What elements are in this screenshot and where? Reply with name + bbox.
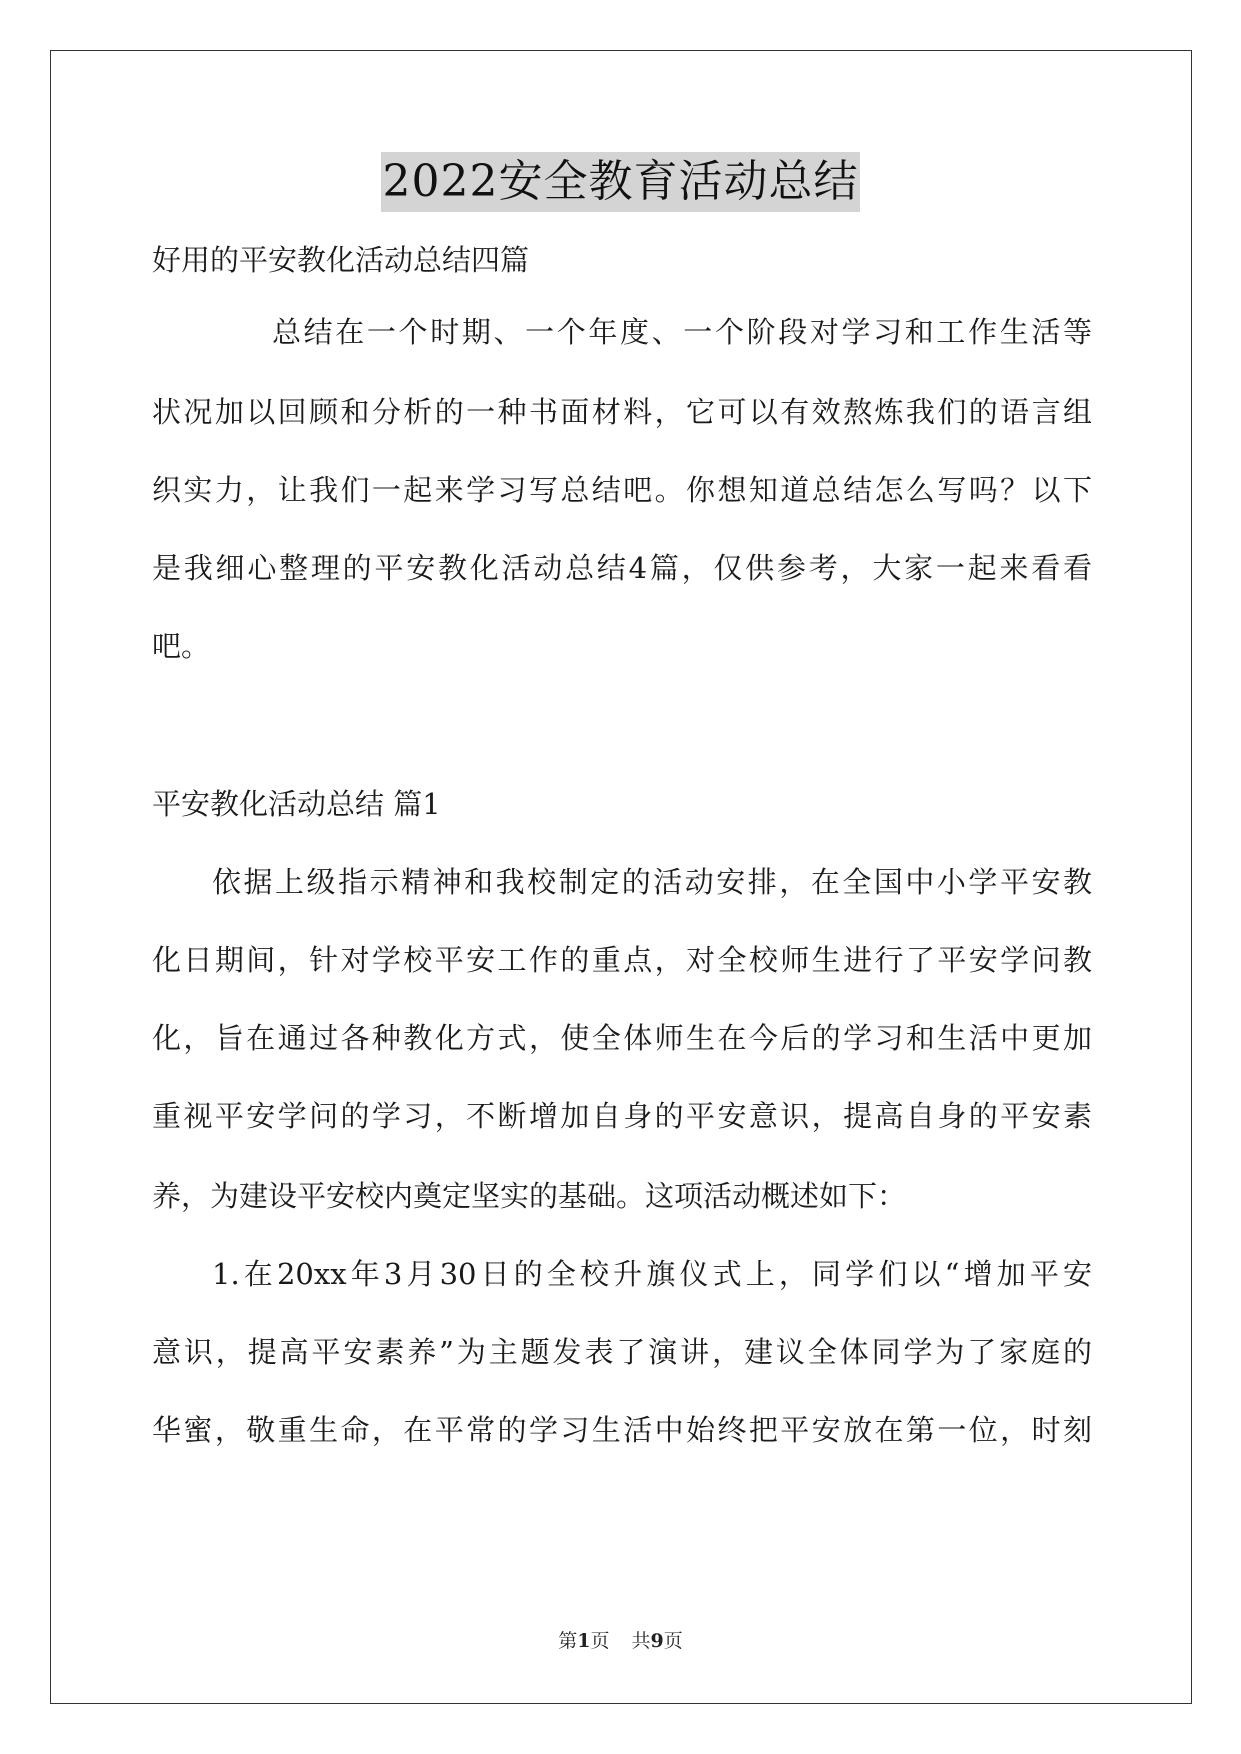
- footer-page-current: 1: [577, 1630, 591, 1652]
- intro-line-3: 织实力，让我们一起来学习写总结吧。你想知道总结怎么写吗？以下: [152, 473, 1092, 507]
- intro-line-5: 吧。: [152, 629, 211, 663]
- document-title: 2022安全教育活动总结: [381, 152, 861, 212]
- footer-total-prefix: 共: [631, 1630, 651, 1652]
- footer-page-total: 9: [650, 1630, 664, 1652]
- section-heading: 平安教化活动总结 篇1: [152, 787, 441, 821]
- para1-line-3: 化，旨在通过各种教化方式，使全体师生在今后的学习和生活中更加: [152, 1021, 1092, 1055]
- para1-line-4: 重视平安学问的学习，不断增加自身的平安意识，提高自身的平安素: [152, 1099, 1092, 1133]
- para2-line-2: 意识，提高平安素养”为主题发表了演讲，建议全体同学为了家庭的: [152, 1335, 1092, 1369]
- para2-line-1: 1.在20xx年3月30日的全校升旗仪式上，同学们以“增加平安: [212, 1257, 1092, 1291]
- subtitle: 好用的平安教化活动总结四篇: [152, 243, 530, 277]
- footer-page-suffix: 页: [590, 1630, 610, 1652]
- footer-page-prefix: 第: [558, 1630, 578, 1652]
- para1-line-1: 依据上级指示精神和我校制定的活动安排，在全国中小学平安教: [212, 865, 1092, 899]
- intro-line-2: 状况加以回顾和分析的一种书面材料，它可以有效熬炼我们的语言组: [152, 395, 1092, 429]
- footer-total-suffix: 页: [663, 1630, 683, 1652]
- para1-line-5: 养，为建设平安校内奠定坚实的基础。这项活动概述如下：: [152, 1179, 907, 1213]
- page-footer: [0, 1628, 1241, 1654]
- title-container: [0, 152, 1241, 212]
- para2-line-3: 华蜜，敬重生命，在平常的学习生活中始终把平安放在第一位，时刻: [152, 1413, 1092, 1447]
- para1-line-2: 化日期间，针对学校平安工作的重点，对全校师生进行了平安学问教: [152, 943, 1092, 977]
- intro-line-4: 是我细心整理的平安教化活动总结4篇，仅供参考，大家一起来看看: [152, 551, 1092, 585]
- intro-line-1: 总结在一个时期、一个年度、一个阶段对学习和工作生活等: [272, 315, 1092, 349]
